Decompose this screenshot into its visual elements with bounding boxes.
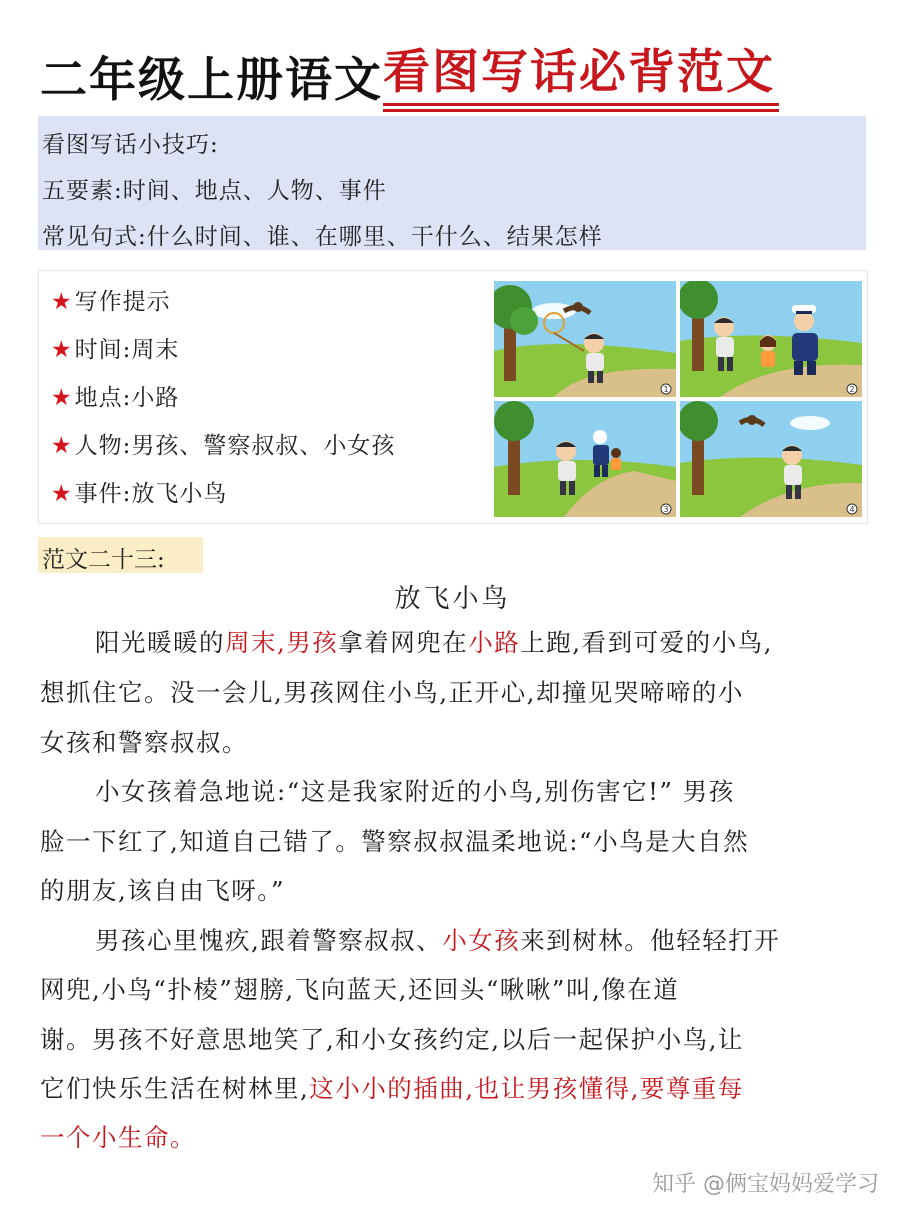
tips-elements: 五要素:时间、地点、人物、事件 <box>42 178 387 204</box>
essay-number-tag <box>38 537 203 573</box>
essay-line <box>40 1070 744 1105</box>
title-highlight <box>383 35 775 110</box>
panel-number: 4 <box>849 505 855 514</box>
tips-box <box>38 116 866 250</box>
tips-pattern: 常见句式:什么时间、谁、在哪里、干什么、结果怎样 <box>42 224 603 250</box>
highlight-person: 小女孩 <box>442 926 521 955</box>
panel-number: 3 <box>663 505 669 514</box>
essay-line: 想抓住它。没一会儿,男孩网住小鸟,正开心,却撞见哭啼啼的小 <box>40 678 744 707</box>
essay-title: 放飞小鸟 <box>394 584 511 614</box>
text-span: 上跑,看到可爱的小鸟, <box>520 628 773 657</box>
star-icon: ★ <box>51 433 73 459</box>
hint-item <box>51 283 171 316</box>
essay-line <box>95 624 773 659</box>
title-highlight-text: 看图写话必背范文 <box>383 45 775 100</box>
text-span: 它们快乐生活在树林里, <box>40 1074 310 1103</box>
hint-item <box>51 475 227 508</box>
panel-number: 1 <box>663 385 669 394</box>
highlight-place: 小路 <box>468 628 521 657</box>
star-icon: ★ <box>51 385 73 411</box>
essay-line: 小女孩着急地说:“这是我家附近的小鸟,别伤害它!” 男孩 <box>95 777 735 806</box>
essay-line <box>95 922 780 957</box>
text-span: 男孩心里愧疚,跟着警察叔叔、 <box>95 926 443 955</box>
comic-panel-1 <box>494 281 676 397</box>
hint-text: 事件:放飞小鸟 <box>74 481 228 507</box>
highlight-lesson: 这小小的插曲,也让男孩懂得,要尊重每 <box>309 1074 744 1103</box>
highlight-time-person: 周末,男孩 <box>225 628 339 657</box>
comic-panel-4 <box>680 401 862 517</box>
hint-text: 人物:男孩、警察叔叔、小女孩 <box>74 433 396 459</box>
star-icon: ★ <box>51 289 73 315</box>
hint-item <box>51 331 179 364</box>
comic-panel-2 <box>680 281 862 397</box>
hint-text: 地点:小路 <box>74 385 180 411</box>
essay-line: 的朋友,该自由飞呀。” <box>40 876 286 905</box>
panel-number: 2 <box>849 385 855 394</box>
hint-item <box>51 427 395 460</box>
essay-line: 女孩和警察叔叔。 <box>40 728 248 757</box>
comic-panel-3 <box>494 401 676 517</box>
text-span: 来到树林。他轻轻打开 <box>520 926 781 955</box>
essay-line: 谢。男孩不好意思地笑了,和小女孩约定,以后一起保护小鸟,让 <box>40 1025 744 1054</box>
watermark: 知乎 @俩宝妈妈爱学习 <box>652 1172 879 1197</box>
title-underline-second <box>383 109 779 112</box>
text-span: 阳光暖暖的 <box>95 628 225 657</box>
star-icon: ★ <box>51 337 73 363</box>
star-icon: ★ <box>51 481 73 507</box>
comic-illustration <box>494 281 862 517</box>
essay-line-lesson-end: 一个小生命。 <box>40 1123 196 1152</box>
essay-number-label: 范文二十三: <box>42 547 165 573</box>
title-main: 二年级上册语文 <box>40 53 383 108</box>
hint-text: 写作提示 <box>74 289 171 315</box>
tips-heading: 看图写话小技巧: <box>42 132 219 158</box>
hint-item <box>51 379 179 412</box>
essay-line: 网兜,小鸟“扑棱”翅膀,飞向蓝天,还回头“啾啾”叫,像在道 <box>40 975 680 1004</box>
page-title <box>40 30 775 110</box>
text-span: 拿着网兜在 <box>338 628 469 657</box>
essay-line: 脸一下红了,知道自己错了。警察叔叔温柔地说:“小鸟是大自然 <box>40 827 750 856</box>
title-underline <box>383 103 779 106</box>
hint-text: 时间:周末 <box>74 337 180 363</box>
